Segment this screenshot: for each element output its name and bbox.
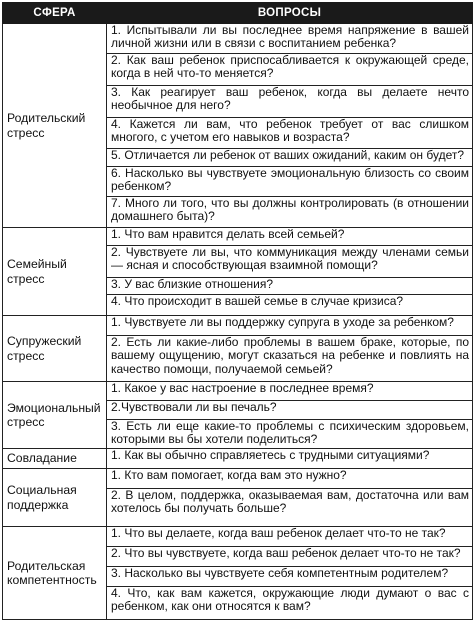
question-cell: 1. Как вы обычно справляетесь с трудными ситуациями? (107, 449, 473, 469)
question-cell: 4. Что, как вам кажется, окружающие люди думают о вас с ребенком, как они относятся к вам? (107, 587, 473, 620)
table-row (3, 469, 473, 489)
question-cell: 4. Кажется ли вам, что ребенок требует от вас слишком многого, с учетом его навыков и возраста? (107, 118, 473, 149)
table-row (3, 228, 473, 246)
header-row (3, 3, 473, 24)
question-cell: 1. Что вы делаете, когда ваш ребенок делает что-то не так? (107, 527, 473, 547)
question-cell: 6. Насколько вы чувствуете эмоциональную близость со своим ребенком? (107, 167, 473, 197)
sphere-cell: Семейный стресс (3, 228, 107, 316)
question-cell: 4. Что происходит в вашей семье в случае кризиса? (107, 295, 473, 316)
sphere-cell: Родительская компетентность (3, 527, 107, 620)
question-cell: 3. Насколько вы чувствуете себя компетентным родителем? (107, 567, 473, 587)
question-cell: 2. Чувствуете ли вы, что коммуникация между членами семьи — ясная и способствующая взаимной помощи? (107, 246, 473, 278)
question-cell: 5. Отличается ли ребенок от ваших ожиданий, каким он будет? (107, 149, 473, 167)
questionnaire-table (2, 2, 473, 620)
table-body (3, 24, 473, 620)
question-cell: 2. Как ваш ребенок приспосабливается к окружающей среде, когда в ней что-то меняется? (107, 54, 473, 86)
question-cell: 2.Чувствовали ли вы печаль? (107, 401, 473, 420)
sphere-cell: Совладание (3, 449, 107, 469)
sphere-cell: Родительский стресс (3, 24, 107, 228)
sphere-cell: Супружеский стресс (3, 316, 107, 382)
question-cell: 1. Что вам нравится делать всей семьей? (107, 228, 473, 246)
question-cell: 3. Есть ли еще какие-то проблемы с психическим здоровьем, которыми вы бы хотели поделиться? (107, 420, 473, 449)
question-cell: 1. Испытывали ли вы последнее время напряжение в вашей личной жизни или в связи с воспитанием ребенка? (107, 24, 473, 54)
question-cell: 3. Как реагирует ваш ребенок, когда вы делаете нечто необычное для него? (107, 86, 473, 118)
question-cell: 2. В целом, поддержка, оказываемая вам, достаточна или вам хотелось бы получать больше? (107, 489, 473, 527)
table-row (3, 382, 473, 401)
table-row (3, 316, 473, 336)
question-cell: 2. Что вы чувствуете, когда ваш ребенок делает что-то не так? (107, 547, 473, 567)
header-questions: ВОПРОСЫ (107, 3, 473, 24)
table-row (3, 449, 473, 469)
question-cell: 1. Кто вам помогает, когда вам это нужно? (107, 469, 473, 489)
header-sphere: СФЕРА (3, 3, 107, 24)
sphere-cell: Эмоциональный стресс (3, 382, 107, 449)
question-cell: 7. Много ли того, что вы должны контролировать (в отношении домашнего быта)? (107, 197, 473, 228)
question-cell: 2. Есть ли какие-либо проблемы в вашем браке, которые, по вашему ощущению, могут сказаться на ребенке и повлиять на качество помощи, получаемой семьей? (107, 336, 473, 382)
question-cell: 1. Чувствуете ли вы поддержку супруга в уходе за ребенком? (107, 316, 473, 336)
question-cell: 1. Какое у вас настроение в последнее время? (107, 382, 473, 401)
table-row (3, 24, 473, 54)
question-cell: 3. У вас близкие отношения? (107, 278, 473, 295)
table-row (3, 527, 473, 547)
sphere-cell: Социальная поддержка (3, 469, 107, 527)
